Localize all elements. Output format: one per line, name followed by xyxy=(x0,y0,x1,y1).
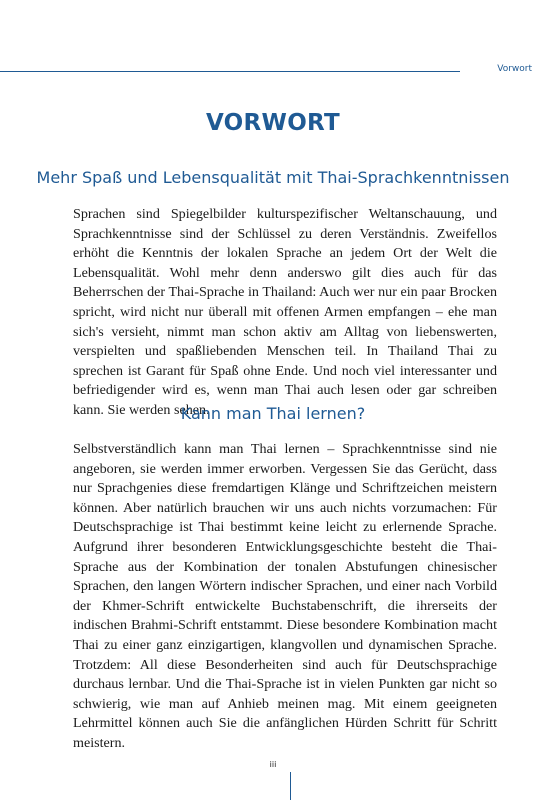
section-paragraph-1: Sprachen sind Spiegelbilder kulturspezifischer Weltanschauung, und Sprachkenntnisse sind der Schlüssel zu deren Verständnis. Zweifellos erhöht die Kenntnis der lokalen Sprache an jedem Ort der Welt die Lebensqualität. Wohl mehr denn anderswo gilt dies auch für das Beherrschen der Thai-Sprache in Thailand: Auch wer nur ein paar Brocken spricht, wird nicht nur überall mit offenen Armen empfangen – ehe man sich's versieht, nimmt man schon aktiv am Alltag von liebenswerten, verspielten und spaßliebenden Menschen teil. In Thailand Thai zu sprechen ist Garant für Spaß ohne Ende. Und noch viel interessanter und befriedigender wird es, wenn man Thai auch lesen oder gar schreiben kann. Sie werden sehen. xyxy=(73,206,497,418)
running-header xyxy=(0,62,546,76)
section-paragraph-2: Selbstverständlich kann man Thai lernen – Sprachkenntnisse sind nie angeboren, sie werden immer erworben. Vergessen Sie das Gerücht, dass nur Sprachgenies diese fremdartigen Klänge und Schriftzeichen meistern können. Aber natürlich brauchen wir uns auch nichts vorzumachen: Für Deutschsprachige ist Thai bestimmt keine leicht zu erlernende Sprache. Aufgrund ihrer besonderen Entwicklungsgeschichte besteht die Thai-Sprache aus der Kombination der tonalen Abstufungen chinesischer Sprachen, den langen Wörtern indischer Sprachen, und einer nach Vorbild der Khmer-Schrift entwickelte Buchstabenschrift, die ihrerseits der indischen Brahmi-Schrift entstammt. Diese besondere Kombination macht Thai zu einer ganz einzigartigen, klangvollen und dynamischen Sprache. Trotzdem: All diese Besonderheiten sind auch für Deutschsprachige durchaus lernbar. Und die Thai-Sprache ist in vielen Punkten gar nicht so schwierig, wie man auf Anhieb meinen mag. Mit einem geeigneten Lehrmittel können auch Sie die anfänglichen Hürden Schritt für Schritt meistern. xyxy=(73,441,497,751)
running-title: Vorwort xyxy=(497,64,532,74)
section-heading-2: Kann man Thai lernen? xyxy=(180,404,366,423)
header-rule xyxy=(0,71,460,72)
section-heading-1: Mehr Spaß und Lebensqualität mit Thai-Sprachkenntnissen xyxy=(36,168,510,187)
footer-rule xyxy=(290,772,291,800)
page-title: VORWORT xyxy=(205,110,341,136)
page-number: iii xyxy=(269,760,277,769)
